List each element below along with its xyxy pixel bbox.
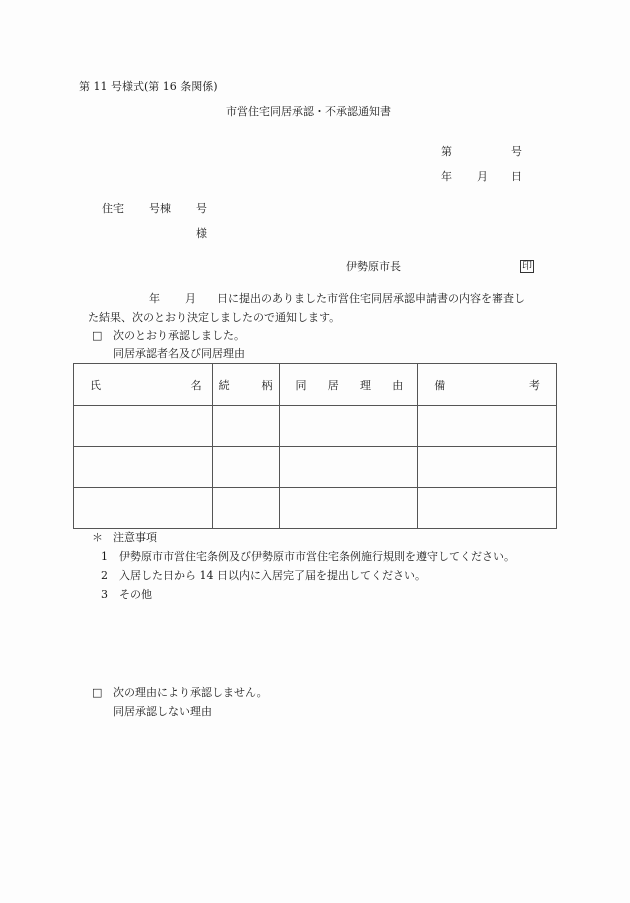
approve-checkbox[interactable]: □ bbox=[92, 329, 103, 342]
cell-remarks[interactable] bbox=[418, 447, 557, 488]
approve-label: 次のとおり承認しました。 bbox=[113, 329, 245, 342]
cell-relationship[interactable] bbox=[212, 447, 279, 488]
addressee-honorific: 様 bbox=[196, 227, 207, 240]
seal-icon: 印 bbox=[522, 261, 532, 272]
note-1-number: 1 bbox=[101, 550, 108, 563]
body-line-1: 日に提出のありました市営住宅同居承認申請書の内容を審査し bbox=[217, 292, 525, 305]
form-number: 第 11 号様式(第 16 条関係) bbox=[79, 80, 218, 93]
cohabitant-table bbox=[73, 363, 557, 529]
cell-name[interactable] bbox=[74, 488, 213, 529]
date-month: 月 bbox=[477, 170, 488, 183]
table-row bbox=[74, 406, 557, 447]
cell-name[interactable] bbox=[74, 406, 213, 447]
cell-reason[interactable] bbox=[279, 488, 418, 529]
note-2-text: 入居した日から 14 日以内に入居完了届を提出してください。 bbox=[119, 569, 426, 582]
note-1-text: 伊勢原市市営住宅条例及び伊勢原市市営住宅条例施行規則を遵守してください。 bbox=[119, 550, 515, 563]
seal-mark bbox=[520, 259, 534, 273]
body-line-2: た結果、次のとおり決定しましたので通知します。 bbox=[88, 311, 341, 324]
cell-remarks[interactable] bbox=[418, 488, 557, 529]
addressee-residence: 住宅 bbox=[102, 202, 124, 215]
cell-name[interactable] bbox=[74, 447, 213, 488]
note-3-number: 3 bbox=[101, 588, 108, 601]
body-year: 年 bbox=[149, 292, 160, 305]
note-2-number: 2 bbox=[101, 569, 108, 582]
table-row bbox=[74, 447, 557, 488]
cell-relationship[interactable] bbox=[212, 406, 279, 447]
header-name: 氏 名 bbox=[74, 364, 213, 406]
date-day: 日 bbox=[511, 170, 522, 183]
reject-checkbox[interactable]: □ bbox=[92, 686, 103, 699]
header-relationship: 続 柄 bbox=[212, 364, 279, 406]
document-title: 市営住宅同居承認・不承認通知書 bbox=[226, 105, 391, 118]
approve-subheading: 同居承認者名及び同居理由 bbox=[113, 347, 245, 360]
notes-heading: 注意事項 bbox=[113, 531, 157, 544]
note-3-text: その他 bbox=[119, 588, 152, 601]
issuer-name: 伊勢原市長 bbox=[346, 260, 401, 273]
header-reason: 同 居 理 由 bbox=[279, 364, 418, 406]
cell-relationship[interactable] bbox=[212, 488, 279, 529]
table-header-row bbox=[74, 364, 557, 406]
cell-reason[interactable] bbox=[279, 406, 418, 447]
reject-subheading: 同居承認しない理由 bbox=[113, 705, 212, 718]
date-year: 年 bbox=[441, 170, 452, 183]
addressee-room: 号 bbox=[196, 202, 207, 215]
doc-number-prefix: 第 bbox=[441, 145, 452, 158]
header-remarks: 備 考 bbox=[418, 364, 557, 406]
body-month: 月 bbox=[185, 292, 196, 305]
cell-reason[interactable] bbox=[279, 447, 418, 488]
addressee-building: 号棟 bbox=[149, 202, 171, 215]
doc-number-suffix: 号 bbox=[511, 145, 522, 158]
cell-remarks[interactable] bbox=[418, 406, 557, 447]
table-row bbox=[74, 488, 557, 529]
reject-label: 次の理由により承認しません。 bbox=[113, 686, 268, 699]
notes-marker-icon: ＊ bbox=[92, 531, 103, 544]
